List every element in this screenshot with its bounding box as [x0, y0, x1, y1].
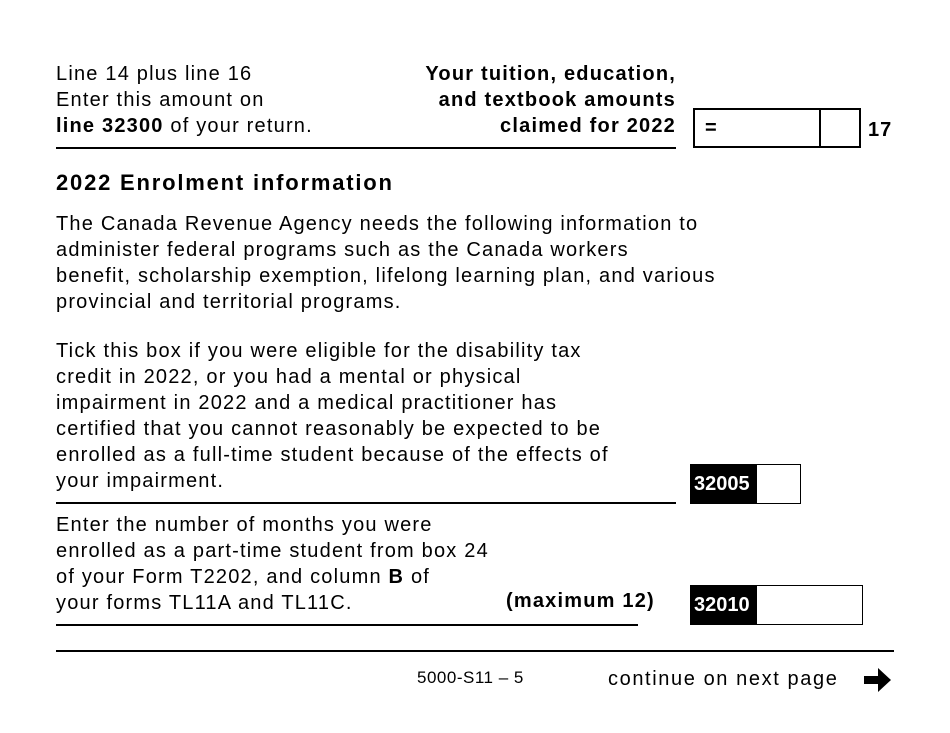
disability-checkbox[interactable] [756, 464, 801, 504]
parttime-line: Enter the number of months you were [56, 514, 433, 536]
line17-label-line: Your tuition, education, [425, 63, 676, 85]
section-heading: 2022 Enrolment information [56, 170, 394, 195]
parttime-line: enrolled as a part-time student from box 24 [56, 540, 489, 562]
parttime-underline [56, 624, 638, 626]
line17-desc-line [56, 113, 313, 139]
line17-desc-line: Enter this amount on [56, 89, 265, 111]
line17-underline [56, 147, 676, 149]
total-amount-field[interactable] [693, 108, 861, 148]
parttime-line3-pre: of your Form T2202, and column [56, 566, 389, 588]
cents-divider [819, 110, 821, 146]
line-number-17: 17 [868, 119, 893, 141]
equals-symbol: = [705, 117, 717, 139]
intro-paragraph [56, 211, 716, 315]
parttime-line: your forms TL11A and TL11C. [56, 592, 353, 614]
right-arrow-icon [864, 667, 892, 693]
field-32005 [690, 464, 801, 504]
disability-paragraph [56, 338, 609, 494]
disability-line: impairment in 2022 and a medical practitioner has [56, 392, 558, 414]
disability-line: certified that you cannot reasonably be expected to be [56, 418, 602, 440]
disability-line: Tick this box if you were eligible for the disability tax [56, 340, 582, 362]
line17-label-line: and textbook amounts [438, 89, 676, 111]
line17-label-line: claimed for 2022 [500, 115, 676, 137]
parttime-line3-post: of [404, 566, 431, 588]
disability-line: your impairment. [56, 470, 225, 492]
disability-line: enrolled as a full-time student because of the effects of [56, 444, 609, 466]
field-code-32005: 32005 [690, 464, 758, 504]
intro-line: benefit, scholarship exemption, lifelong learning plan, and various [56, 265, 716, 287]
intro-line: The Canada Revenue Agency needs the following information to [56, 213, 699, 235]
line17-desc-rest: of your return. [163, 115, 313, 137]
field-32010 [690, 585, 863, 625]
line32300-ref: line 32300 [56, 115, 164, 137]
maximum-label: (maximum 12) [506, 590, 655, 612]
form-identifier: 5000-S11 – 5 [417, 668, 524, 687]
footer-rule [56, 650, 894, 652]
line17-label [360, 61, 676, 139]
field-code-32010: 32010 [690, 585, 758, 625]
disability-line: credit in 2022, or you had a mental or physical [56, 366, 522, 388]
parttime-paragraph [56, 512, 489, 616]
parttime-months-input[interactable] [756, 585, 863, 625]
intro-line: administer federal programs such as the Canada workers [56, 239, 629, 261]
line17-description [56, 61, 313, 139]
continue-label: continue on next page [608, 668, 839, 690]
line17-desc-line: Line 14 plus line 16 [56, 63, 253, 85]
column-b-ref: B [388, 566, 405, 588]
disability-underline [56, 502, 676, 504]
parttime-line [56, 564, 489, 590]
intro-line: provincial and territorial programs. [56, 291, 402, 313]
